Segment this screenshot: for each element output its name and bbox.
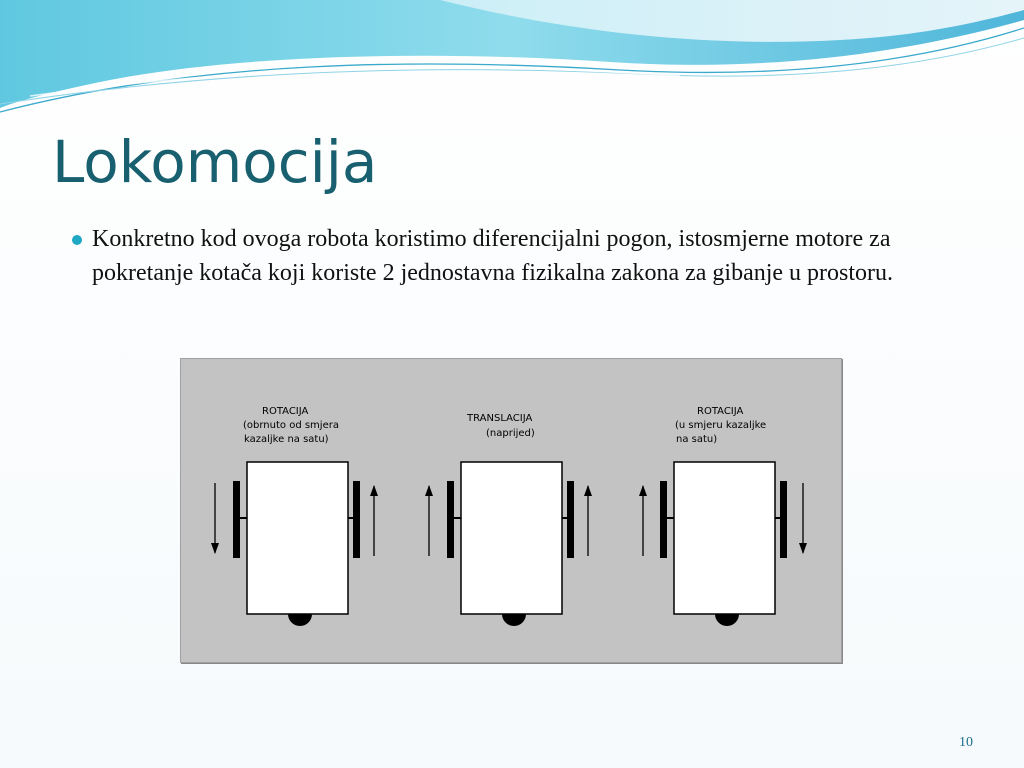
panel-3-caption-title: ROTACIJA (697, 406, 744, 417)
locomotion-diagram (180, 358, 842, 663)
caster-wheel (502, 614, 526, 626)
bullet-text: Konkretno kod ovoga robota koristimo diferencijalni pogon, istosmjerne motore za pokretanje kotača koji koriste 2 jednostavna fizikalna zakona za gibanje u prostoru. (92, 226, 894, 286)
left-wheel (233, 481, 240, 558)
panel-2-caption-title: TRANSLACIJA (467, 413, 533, 424)
panel-1-caption-line3: kazaljke na satu) (244, 434, 329, 445)
panel-3-caption-line2: (u smjeru kazaljke (675, 420, 767, 431)
slide-title: Lokomocija (52, 128, 378, 196)
right-wheel (353, 481, 360, 558)
right-arrow-up-icon (370, 485, 378, 556)
locomotion-diagram-svg (180, 358, 842, 663)
right-wheel (780, 481, 787, 558)
right-wheel (567, 481, 574, 558)
caster-wheel (288, 614, 312, 626)
left-wheel (660, 481, 667, 558)
left-arrow-up-icon (639, 485, 647, 556)
left-arrow-up-icon (425, 485, 433, 556)
bullet-list (72, 222, 932, 290)
panel-1-caption-line2: (obrnuto od smjera (243, 420, 339, 431)
right-arrow-down-icon (799, 483, 807, 554)
robot-panel-rotation-cw (639, 462, 807, 626)
page-number: 10 (959, 735, 973, 750)
bullet-marker-icon (72, 235, 82, 245)
header-wave-decoration (0, 0, 1024, 130)
bullet-item (72, 222, 932, 290)
left-arrow-down-icon (211, 483, 219, 554)
caster-wheel (715, 614, 739, 626)
robot-body (461, 462, 562, 614)
left-wheel (447, 481, 454, 558)
robot-panel-translation (425, 462, 592, 626)
panel-2-caption-line2: (naprijed) (486, 428, 535, 439)
robot-panel-rotation-ccw (211, 462, 378, 626)
robot-body (247, 462, 348, 614)
panel-3-caption-line3: na satu) (676, 434, 718, 445)
robot-body (674, 462, 775, 614)
right-arrow-up-icon (584, 485, 592, 556)
panel-1-caption-title: ROTACIJA (262, 406, 309, 417)
